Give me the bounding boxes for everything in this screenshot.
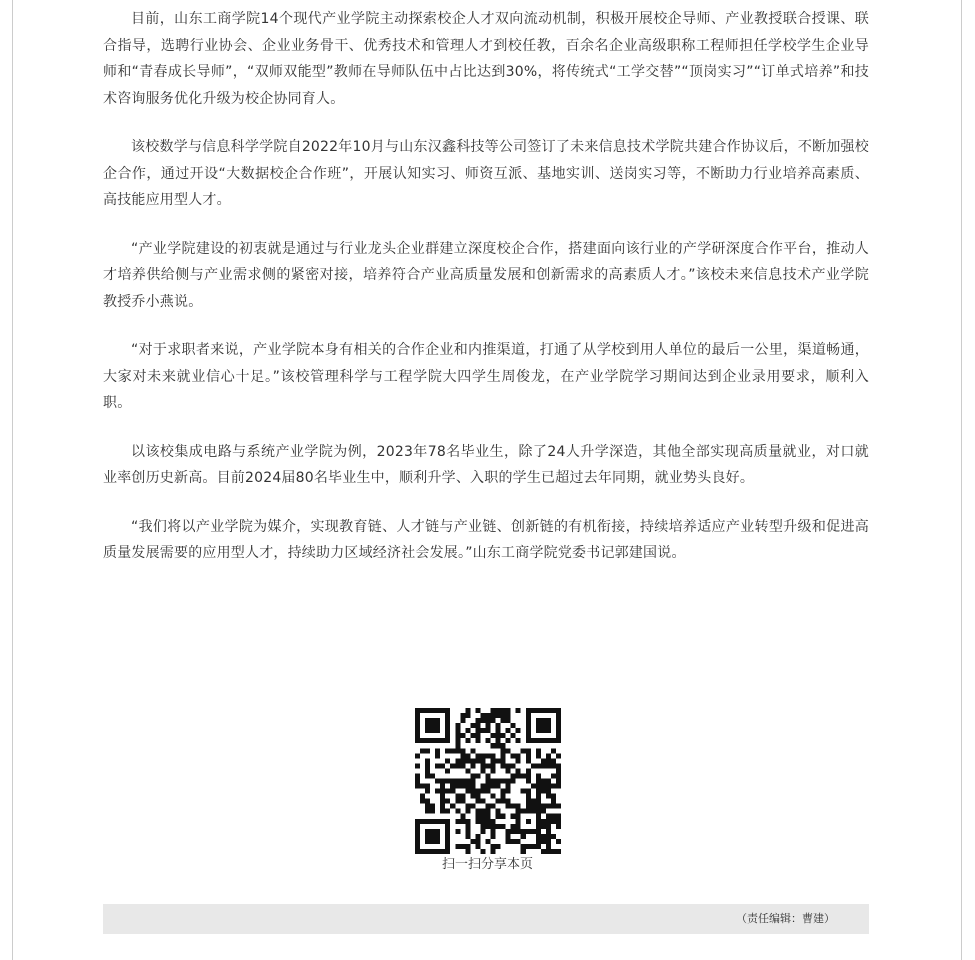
- editor-credit-bar: [103, 904, 869, 934]
- article-paragraph: 目前，山东工商学院14个现代产业学院主动探索校企人才双向流动机制，积极开展校企导师、产业教授联合授课、联合指导，选聘行业协会、企业业务骨干、优秀技术和管理人才到校任教，百余名企业高级职称工程师担任学校学生企业导师和“青春成长导师”，“双师双能型”教师在导师队伍中占比达到30%，将传统式“工学交替”“顶岗实习”“订单式培养”和技术咨询服务优化升级为校企协同育人。: [103, 11, 869, 107]
- article-paragraph: “对于求职者来说，产业学院本身有相关的合作企业和内推渠道，打通了从学校到用人单位的最后一公里，渠道畅通，大家对未来就业信心十足。”该校管理科学与工程学院大四学生周俊龙，在产业学院学习期间达到企业录用要求，顺利入职。: [103, 342, 869, 411]
- qr-code-icon[interactable]: [415, 708, 561, 854]
- article-paragraph: “我们将以产业学院为媒介，实现教育链、人才链与产业链、创新链的有机衔接，持续培养适应产业转型升级和促进高质量发展需要的应用型人才，持续助力区域经济社会发展。”山东工商学院党委书记郭建国说。: [103, 518, 869, 561]
- article-paragraph: 以该校集成电路与系统产业学院为例，2023年78名毕业生，除了24人升学深造，其他全部实现高质量就业，对口就业率创历史新高。目前2024届80名毕业生中，顺利升学、入职的学生已超过去年同期，就业势头良好。: [103, 443, 869, 486]
- share-qr-block: [0, 708, 975, 874]
- article-paragraph: “产业学院建设的初衷就是通过与行业龙头企业群建立深度校企合作，搭建面向该行业的产学研深度合作平台，推动人才培养供给侧与产业需求侧的紧密对接，培养符合产业高质量发展和创新需求的高素质人才。”该校未来信息技术产业学院教授乔小燕说。: [103, 240, 869, 310]
- editor-credit: （责任编辑：曹建）: [736, 912, 835, 925]
- article-paragraph: 该校数学与信息科学学院自2022年10月与山东汉鑫科技等公司签订了未来信息技术学院共建合作协议后，不断加强校企合作，通过开设“大数据校企合作班”，开展认知实习、师资互派、基地实训、送岗实习等，不断助力行业培养高素质、高技能应用型人才。: [103, 139, 869, 208]
- qr-caption: 扫一扫分享本页: [441, 857, 533, 872]
- article-body: [103, 6, 869, 589]
